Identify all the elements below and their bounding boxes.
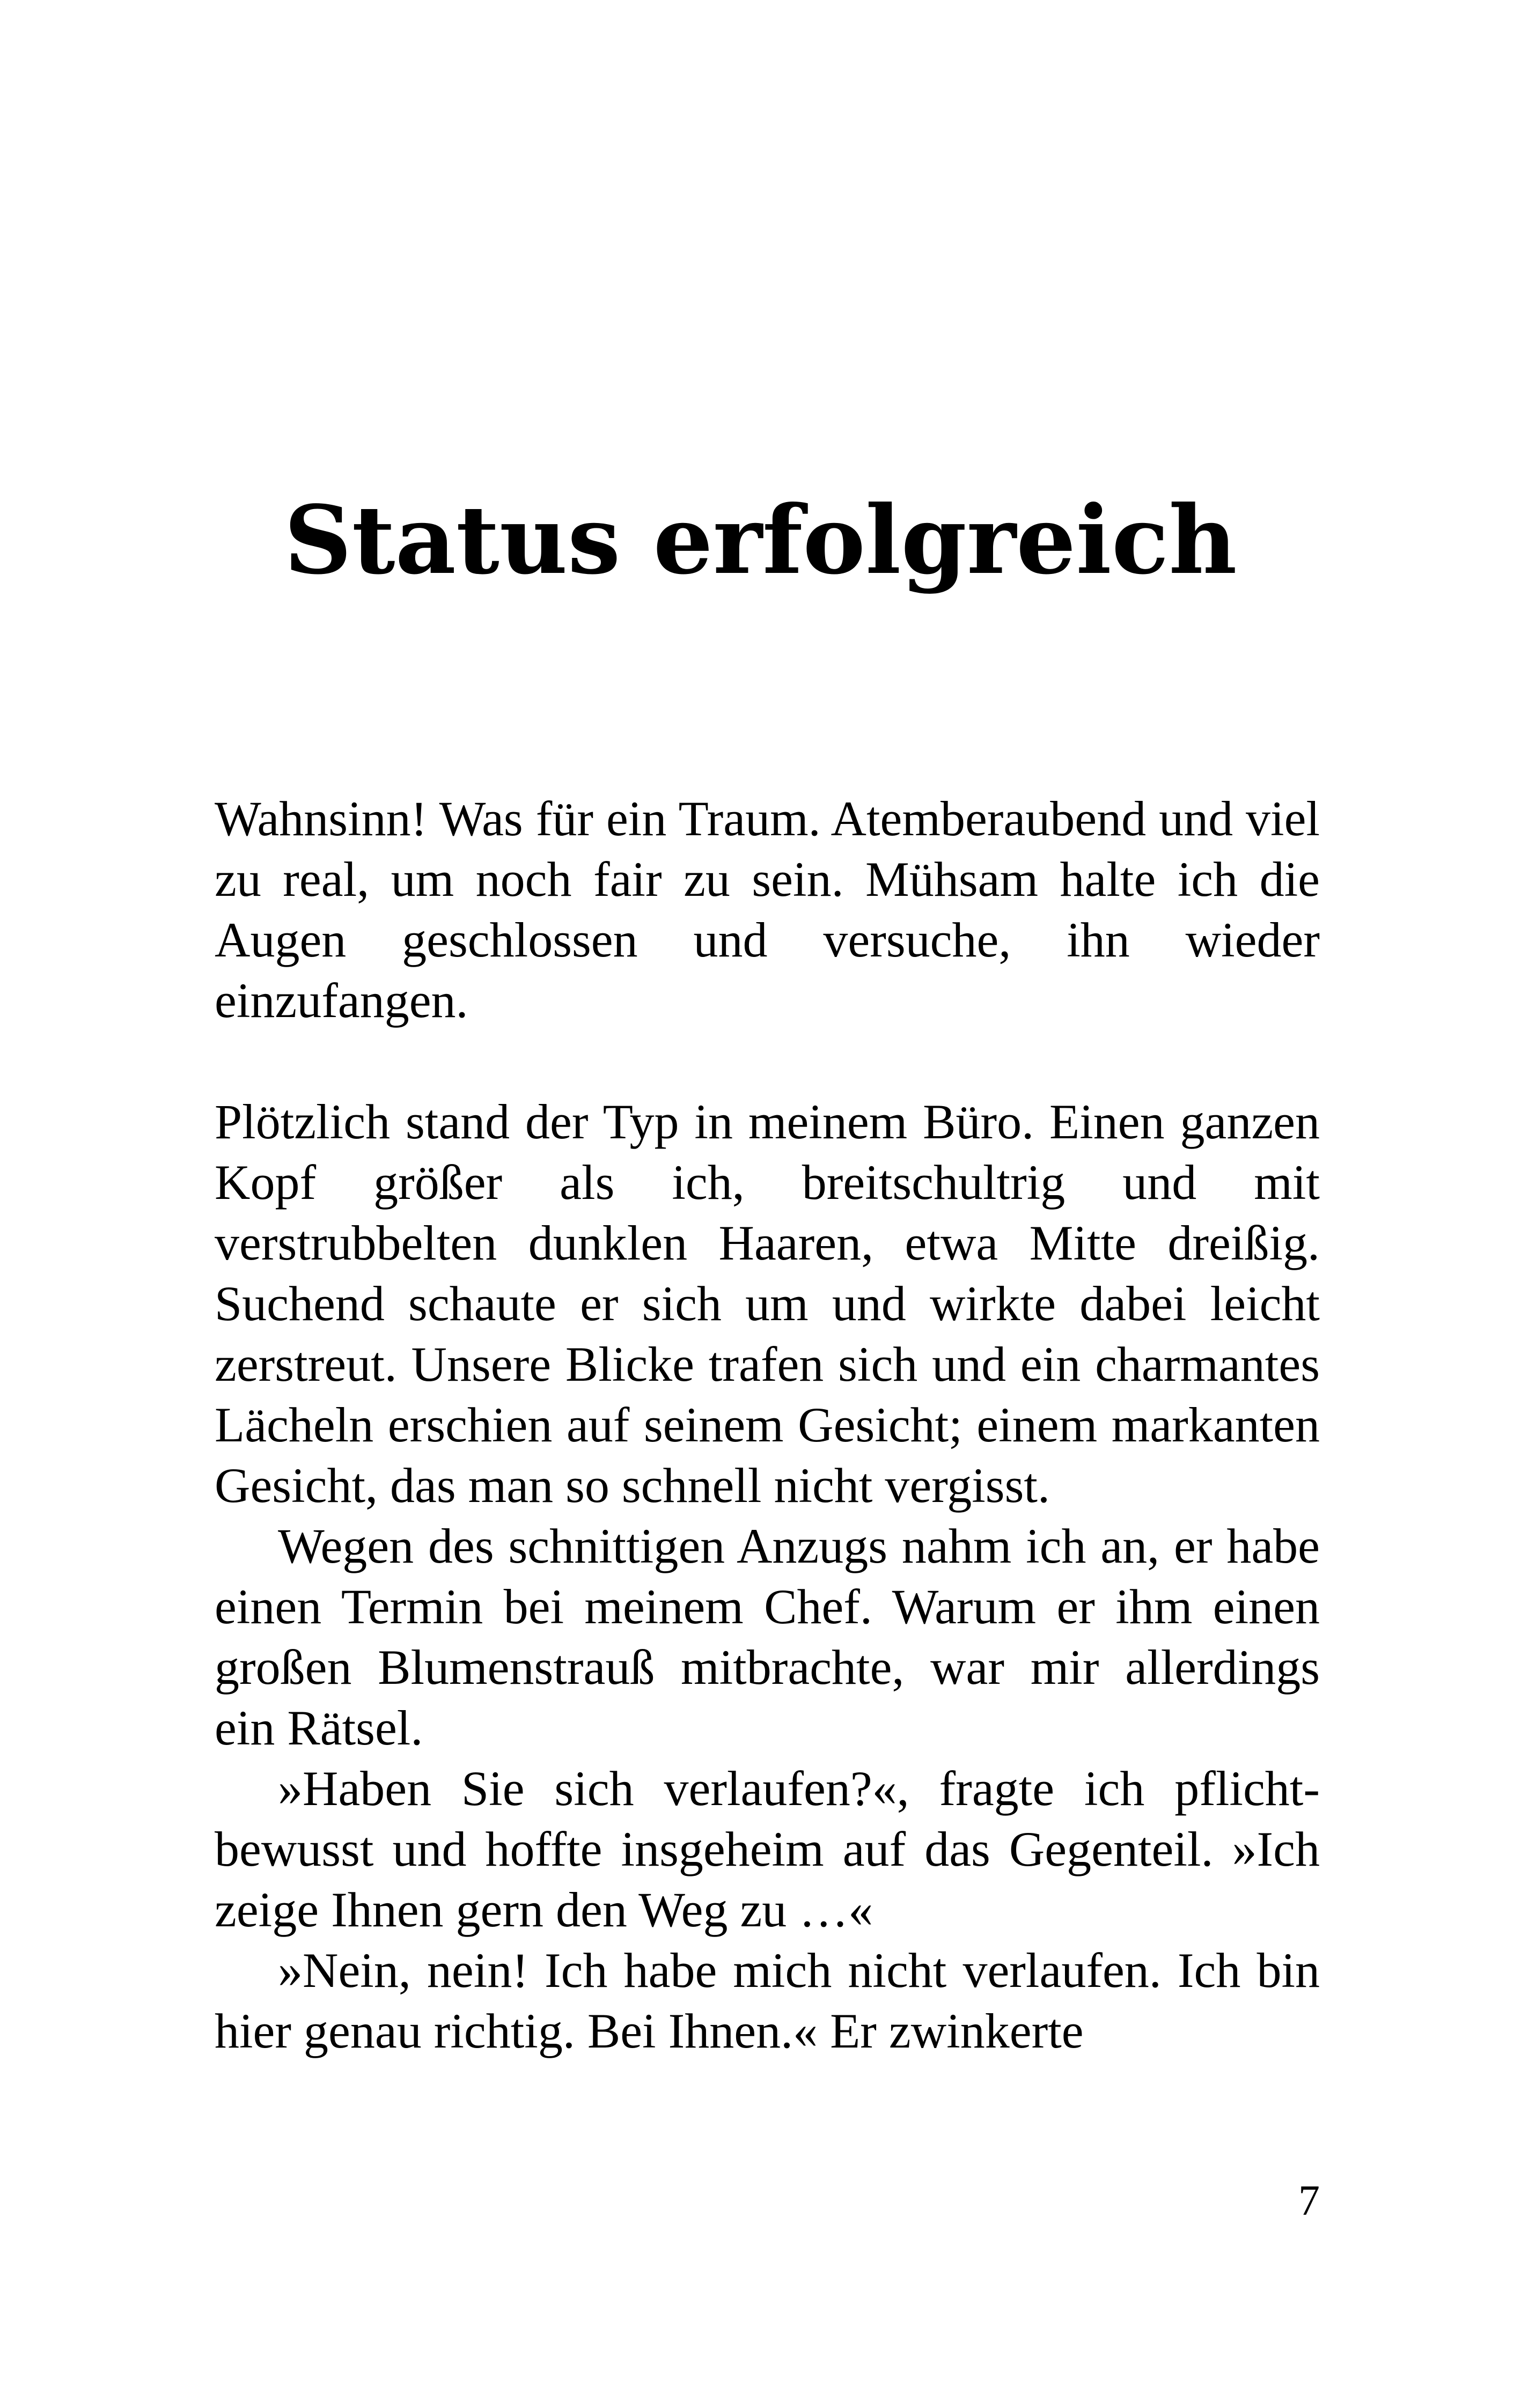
paragraph-2: Plötzlich stand der Typ in meinem Büro. Einen ganzen Kopf größer als ich, breitschultrig und mit verstrubbelten dunklen Haaren, etwa Mitte dreißig. Suchend schaute er sich um und wirkte dabei leicht zerstreut. Unsere Blicke trafen sich und ein charmantes Lächeln erschien auf seinem Gesicht; einem markanten Gesicht, das man so schnell nicht vergisst. bbox=[215, 1094, 1320, 1513]
chapter-title: Status erfolgreich bbox=[284, 485, 1237, 595]
page-number: 7 bbox=[1298, 2177, 1320, 2225]
paragraph-3: Wegen des schnittigen Anzugs nahm ich an, er habe einen Termin bei meinem Chef. Warum er ihm einen großen Blumenstrauß mitbrachte, war mir allerdings ein Rätsel. bbox=[215, 1519, 1320, 1755]
body-text bbox=[215, 789, 1320, 2061]
paragraph-1: Wahnsinn! Was für ein Traum. Atemberaubend und viel zu real, um noch fair zu sein. Mühsam halte ich die Augen geschlossen und versuche, ihn wieder einzufangen. bbox=[215, 791, 1320, 1028]
paragraph-5: »Nein, nein! Ich habe mich nicht verlaufen. Ich bin hier genau richtig. Bei Ihnen.« Er zwinkerte bbox=[215, 1943, 1320, 2058]
paragraph-4: »Haben Sie sich verlaufen?«, fragte ich pflichtbewusst und hoffte insgeheim auf das Gegenteil. »Ich zeige Ihnen gern den Weg zu …« bbox=[215, 1761, 1320, 1937]
